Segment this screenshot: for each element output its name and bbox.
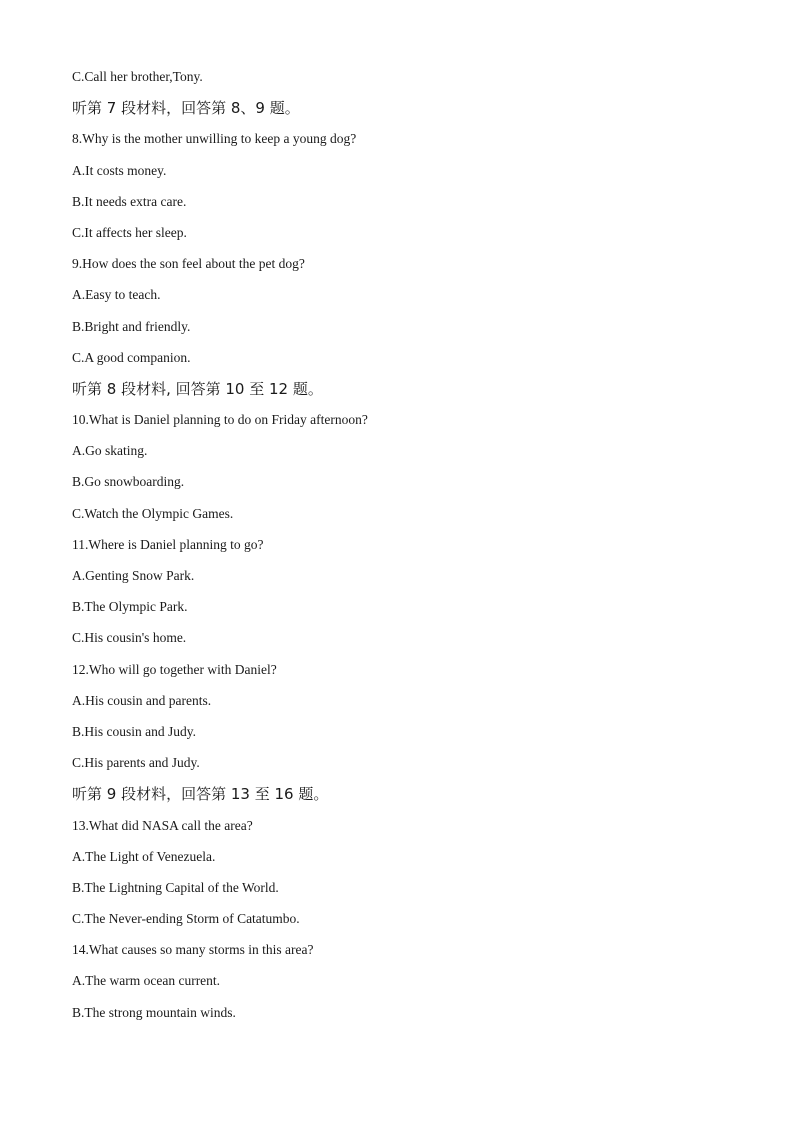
question-text: 13.What did NASA call the area? — [72, 817, 253, 833]
answer-option: B.Bright and friendly. — [72, 318, 191, 334]
question-text: 14.What causes so many storms in this area? — [72, 942, 314, 958]
answer-option: C.His cousin's home. — [72, 630, 187, 646]
answer-option: B.The Lightning Capital of the World. — [72, 879, 279, 895]
answer-option: C.A good companion. — [72, 349, 191, 365]
answer-option: A.Genting Snow Park. — [72, 568, 195, 583]
answer-option: C.The Never-ending Storm of Catatumbo. — [72, 911, 300, 927]
answer-option: B.It needs extra care. — [72, 193, 187, 209]
answer-option: B.The Olympic Park. — [72, 599, 188, 615]
question-text: 10.What is Daniel planning to do on Friday afternoon? — [72, 412, 368, 428]
answer-option: B.The strong mountain winds. — [72, 1004, 236, 1020]
answer-option: C.It affects her sleep. — [72, 224, 187, 240]
answer-option: A.The warm ocean current. — [72, 973, 221, 989]
question-text: 12.Who will go together with Daniel? — [72, 661, 277, 677]
section-heading: 听第 8 段材料, 回答第 10 至 12 题。 — [72, 379, 323, 398]
answer-option: A.His cousin and parents. — [72, 692, 212, 708]
document-page — [72, 66, 722, 1033]
question-text: 11.Where is Daniel planning to go? — [72, 536, 264, 552]
answer-option: A.Go skating. — [72, 443, 148, 459]
answer-option: A.The Light of Venezuela. — [72, 848, 216, 864]
answer-option: B.His cousin and Judy. — [72, 723, 196, 739]
answer-option: A.Easy to teach. — [72, 287, 161, 303]
question-text: 9.How does the son feel about the pet dog? — [72, 256, 305, 272]
answer-option: C.Watch the Olympic Games. — [72, 505, 234, 521]
section-heading: 听第 9 段材料，回答第 13 至 16 题。 — [72, 785, 329, 804]
answer-option: C.His parents and Judy. — [72, 755, 200, 771]
section-heading: 听第 7 段材料，回答第 8、9 题。 — [72, 99, 300, 118]
answer-option: C.Call her brother,Tony. — [72, 69, 203, 84]
answer-option: A.It costs money. — [72, 162, 167, 178]
question-text: 8.Why is the mother unwilling to keep a young dog? — [72, 131, 357, 147]
answer-option: B.Go snowboarding. — [72, 474, 185, 490]
